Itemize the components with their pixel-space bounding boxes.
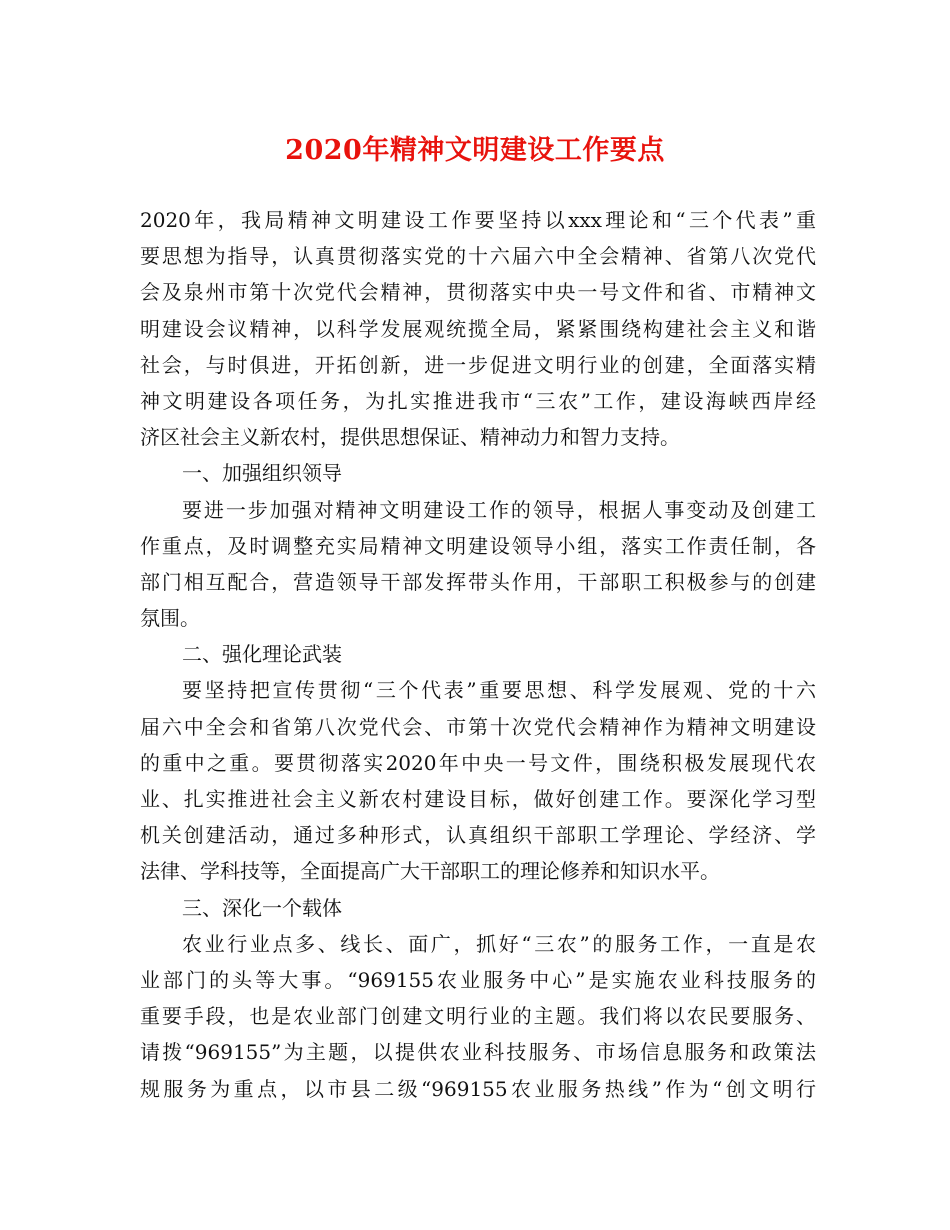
text-line: 氛围。 [140,606,200,631]
text-line: 部门相互配合，营造领导干部发挥带头作用，干部职工积极参与的创建 [140,569,816,594]
text-line: 2020年，我局精神文明建设工作要坚持以xxx理论和“三个代表”重 [140,208,816,232]
text-line: 要思想为指导，认真贯彻落实党的十六届六中全会精神、省第八次党代 [140,244,816,269]
text-line: 届六中全会和省第八次党代会、市第十次党代会精神作为精神文明建设 [140,714,816,739]
document-title: 2020年精神文明建设工作要点 [285,135,665,166]
text-line: 业部门的头等大事。“969155农业服务中心”是实施农业科技服务的 [140,967,816,992]
text-line: 农业行业点多、线长、面广，抓好“三农”的服务工作，一直是农 [182,931,816,956]
text-line: 作重点，及时调整充实局精神文明建设领导小组，落实工作责任制，各 [140,533,816,558]
text-line: 规服务为重点，以市县二级“969155农业服务热线”作为“创文明行 [140,1076,816,1101]
text-line: 二、强化理论武装 [182,642,342,667]
text-line: 请拨“969155”为主题，以提供农业科技服务、市场信息服务和政策法 [140,1040,816,1065]
text-line: 机关创建活动，通过多种形式，认真组织干部职工学理论、学经济、学 [140,823,816,848]
text-line: 一、加强组织领导 [182,461,342,486]
text-line: 法律、学科技等，全面提高广大干部职工的理论修养和知识水平。 [140,859,720,884]
text-line: 三、深化一个载体 [182,895,342,920]
text-line: 会及泉州市第十次党代会精神，贯彻落实中央一号文件和省、市精神文 [140,280,816,305]
text-line: 要进一步加强对精神文明建设工作的领导，根据人事变动及创建工 [182,497,816,522]
document-body [140,202,816,1107]
text-line: 神文明建设各项任务，为扎实推进我市“三农”工作，建设海峡西岸经 [140,388,816,413]
text-line: 要坚持把宣传贯彻“三个代表”重要思想、科学发展观、党的十六 [182,678,816,703]
text-line: 业、扎实推进社会主义新农村建设目标，做好创建工作。要深化学习型 [140,787,816,811]
text-line: 明建设会议精神，以科学发展观统揽全局，紧紧围绕构建社会主义和谐 [140,316,816,341]
text-line: 重要手段，也是农业部门创建文明行业的主题。我们将以农民要服务、 [140,1004,816,1029]
text-line: 社会，与时俱进，开拓创新，进一步促进文明行业的创建，全面落实精 [140,352,816,377]
text-line: 的重中之重。要贯彻落实2020年中央一号文件，围绕积极发展现代农 [140,750,816,775]
text-line: 济区社会主义新农村，提供思想保证、精神动力和智力支持。 [140,425,680,450]
